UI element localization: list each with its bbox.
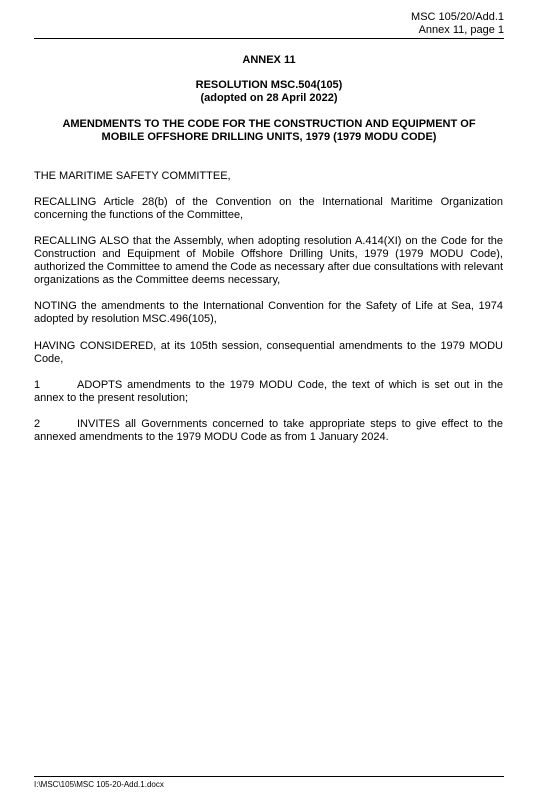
amendments-title <box>34 118 504 144</box>
operative-paragraph-2 <box>34 418 503 444</box>
paragraph-noting: NOTING the amendments to the International Convention for the Safety of Life at Sea, 1974 adopted by resolution MSC.496(105), <box>34 300 503 325</box>
footer-divider <box>34 776 504 777</box>
amendments-title-line-2: MOBILE OFFSHORE DRILLING UNITS, 1979 (1979 MODU CODE) <box>101 131 437 143</box>
page-reference: Annex 11, page 1 <box>418 24 504 36</box>
document-reference: MSC 105/20/Add.1 <box>411 11 504 23</box>
paragraph-recalling-also: RECALLING ALSO that the Assembly, when adopting resolution A.414(XI) on the Code for the Construction and Equipment of Mobile Offshore Drilling Units, 1979 (1979 MODU Code), authorized the Committee to amend the Code as necessary after due consultations with relevant organizations as the Committee deems necessary, <box>34 235 503 286</box>
footer-file-path: I:\MSC\105\MSC 105-20-Add.1.docx <box>34 780 164 789</box>
header-divider <box>34 38 504 39</box>
annex-title: ANNEX 11 <box>242 54 296 66</box>
operative-paragraph-text: ADOPTS amendments to the 1979 MODU Code, the text of which is set out in the annex to the present resolution; <box>34 379 503 404</box>
resolution-heading <box>34 79 504 105</box>
paragraph-number: 1 <box>34 379 41 391</box>
operative-paragraph-1 <box>34 379 503 405</box>
paragraph-recalling: RECALLING Article 28(b) of the Convention on the International Maritime Organization concerning the functions of the Committee, <box>34 196 503 221</box>
paragraph-committee: THE MARITIME SAFETY COMMITTEE, <box>34 170 231 182</box>
paragraph-number: 2 <box>34 418 41 430</box>
amendments-title-line-1: AMENDMENTS TO THE CODE FOR THE CONSTRUCTION AND EQUIPMENT OF <box>62 118 476 130</box>
page-header <box>34 11 504 37</box>
paragraph-having-considered: HAVING CONSIDERED, at its 105th session, consequential amendments to the 1979 MODU Code, <box>34 340 503 365</box>
resolution-number: RESOLUTION MSC.504(105) <box>195 79 343 91</box>
operative-paragraph-text: INVITES all Governments concerned to take appropriate steps to give effect to the annexed amendments to the 1979 MODU Code as from 1 January 2024. <box>34 418 503 443</box>
adoption-date: (adopted on 28 April 2022) <box>200 92 338 104</box>
